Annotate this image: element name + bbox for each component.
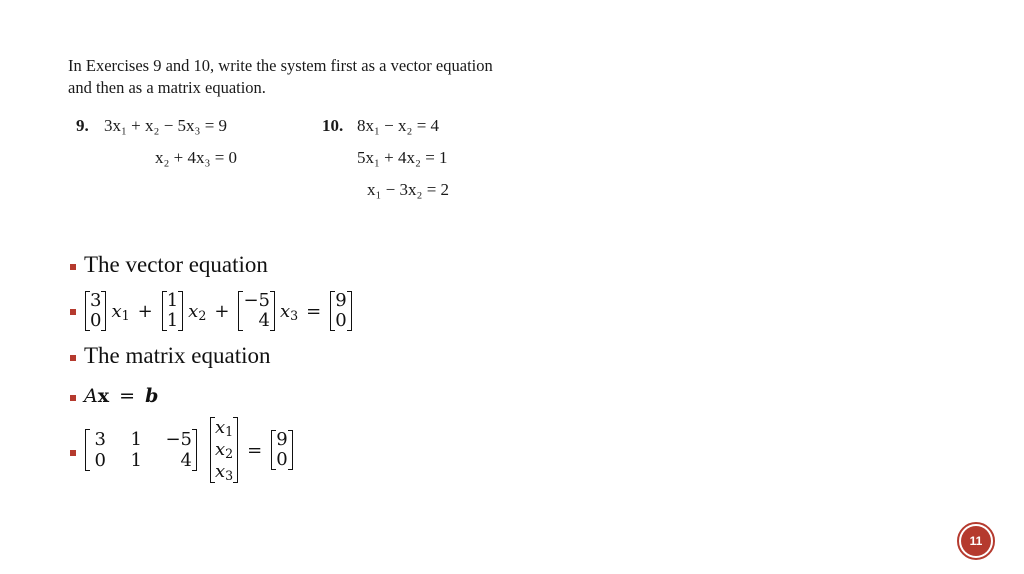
exercise-10-equation-2: 5x₁ + 4x₂ = 1: [357, 148, 448, 167]
column-vector-2: 1 1: [162, 291, 183, 331]
matrix-equation: 3 1 −5 0 1 4 $x_1$ $x_2$ $x_3$ = 9 0: [84, 417, 294, 483]
matrix-equation-heading: The matrix equation: [84, 343, 271, 368]
vector-equation: 3 0 $x_1$ + 1 1 $x_2$ + −5 4 $x_3$ = 9 0: [84, 291, 353, 331]
vector-equation-heading: The vector equation: [84, 252, 268, 277]
bullet-marker: [70, 355, 76, 361]
exercise-9-equation-2: x₂ + 4x₃ = 0: [155, 148, 238, 167]
exercise-9-equation-1: 3x₁ + x₂ − 5x₃ = 9: [104, 116, 228, 135]
bullet-marker: [70, 395, 76, 401]
variable-x2: $x_2$: [188, 300, 207, 323]
coefficient-matrix: 3 1 −5 0 1 4: [85, 429, 197, 471]
ax-equals-b: Ax = b: [84, 385, 159, 407]
exercise-instructions: [68, 55, 548, 99]
column-vector-3: −5 4: [238, 291, 275, 331]
rhs-vector: 9 0: [330, 291, 351, 331]
instructions-line-1: In Exercises 9 and 10, write the system first as a vector equation: [68, 56, 493, 75]
variable-x1: $x_1$: [111, 300, 130, 323]
exercise-10-equation-3: x₁ − 3x₂ = 2: [367, 180, 450, 199]
column-vector-1: 3 0: [85, 291, 106, 331]
page-number-badge: [957, 522, 995, 560]
bullet-marker: [70, 264, 76, 270]
variable-vector: $x_1$ $x_2$ $x_3$: [210, 417, 238, 483]
exercise-10-equation-1: 8x₁ − x₂ = 4: [357, 116, 440, 135]
page-number: 11: [961, 526, 991, 556]
bullet-marker: [70, 450, 76, 456]
rhs-vector: 9 0: [271, 430, 292, 470]
bullet-marker: [70, 309, 76, 315]
exercise-10-number: 10.: [322, 116, 344, 135]
exercise-9-number: 9.: [76, 116, 89, 135]
variable-x3: $x_3$: [279, 300, 299, 323]
instructions-line-2: and then as a matrix equation.: [68, 78, 266, 97]
